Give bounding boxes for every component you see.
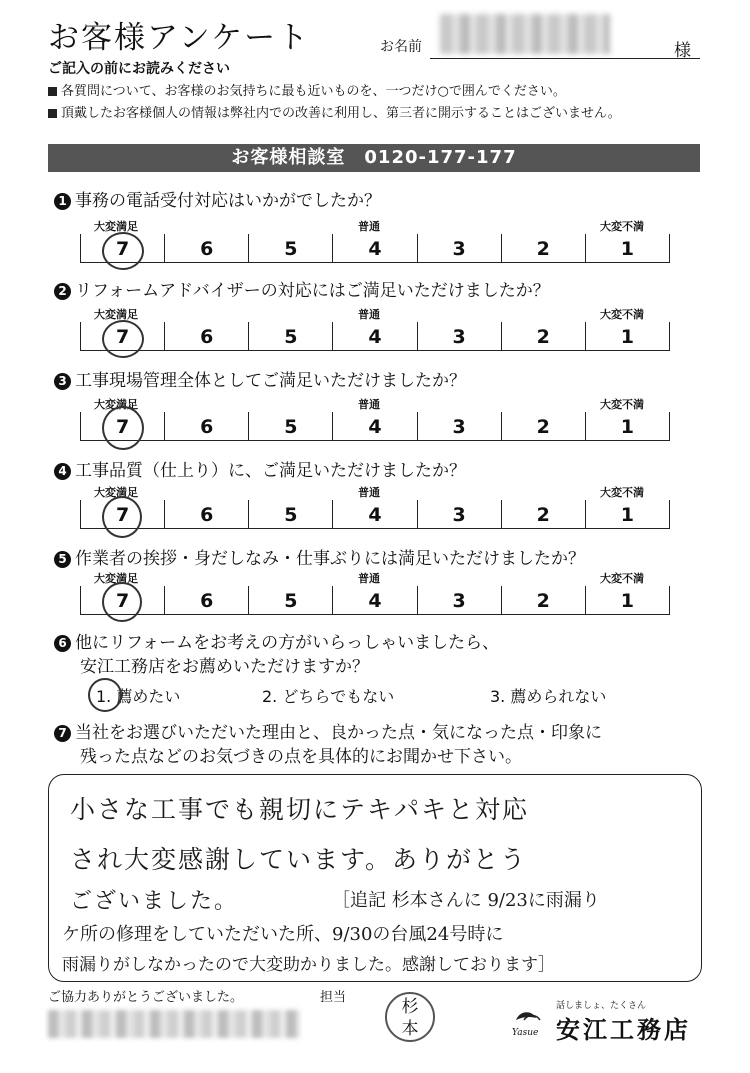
rating-option[interactable]: 4	[332, 586, 416, 614]
comment-line: ございました。	[70, 889, 239, 914]
scale-label-mid: 普通	[358, 220, 380, 233]
question-number: 5	[54, 551, 71, 568]
question-3	[54, 366, 466, 391]
honorific: 様	[674, 41, 691, 61]
rating-option[interactable]: 6	[164, 412, 248, 440]
comment-line: 小さな工事でも親切にテキパキと対応	[70, 795, 530, 824]
question-text: 他にリフォームをお考えの方がいらっしゃいましたら、	[75, 633, 500, 653]
answer-circle-mark	[102, 406, 144, 450]
question-7-line2: 残った点などのお気づきの点を具体的にお聞かせ下さい。	[80, 747, 522, 767]
question-5	[54, 544, 585, 569]
rating-option[interactable]: 2	[501, 322, 585, 350]
comment-addendum: ［追記 杉本さんに 9/23に雨漏り	[332, 890, 600, 911]
q6-option-3[interactable]: 3. 薦められない	[490, 687, 607, 706]
staff-label: 担当	[320, 990, 347, 1005]
rating-scale-5	[80, 570, 670, 614]
square-bullet-icon	[48, 87, 57, 96]
name-label: お名前	[380, 39, 422, 55]
rating-option[interactable]: 3	[417, 500, 501, 528]
rating-option[interactable]: 1	[585, 586, 670, 614]
question-text: 事務の電話受付対応はいかがでしたか？	[75, 191, 381, 211]
question-number: 2	[54, 283, 71, 300]
question-7	[54, 718, 602, 743]
staff-redacted	[48, 1010, 300, 1038]
scale-label-low: 大変不満	[600, 486, 644, 499]
question-text: 当社をお選びいただいた理由と、良かった点・気になった点・印象に	[75, 723, 602, 743]
scale-label-mid: 普通	[358, 572, 380, 585]
comment-line: され大変感謝しています。ありがとう	[70, 845, 528, 874]
answer-circle-mark	[102, 582, 142, 622]
rating-option[interactable]: 2	[501, 412, 585, 440]
scale-label-low: 大変不満	[600, 572, 644, 585]
rating-option[interactable]: 7	[80, 586, 164, 614]
name-line	[430, 58, 700, 59]
rating-scale-4	[80, 484, 670, 528]
rating-option[interactable]: 3	[417, 234, 501, 262]
rating-option[interactable]: 1	[585, 234, 670, 262]
rating-option[interactable]: 4	[332, 500, 416, 528]
question-text: リフォームアドバイザーの対応にはご満足いただけましたか？	[75, 281, 550, 301]
rating-option[interactable]: 3	[417, 412, 501, 440]
scale-label-mid: 普通	[358, 308, 380, 321]
rating-option[interactable]: 2	[501, 234, 585, 262]
rating-option[interactable]: 3	[417, 322, 501, 350]
rating-option[interactable]: 4	[332, 322, 416, 350]
scale-label-low: 大変不満	[600, 308, 644, 321]
form-title: お客様アンケート	[48, 20, 311, 56]
answer-circle-mark	[102, 496, 142, 538]
instructions-heading: ご記入の前にお読みください	[48, 61, 230, 77]
question-text: 工事品質（仕上り）に、ご満足いただけましたか？	[75, 461, 466, 481]
answer-circle-mark	[102, 320, 144, 358]
question-number: 3	[54, 373, 71, 390]
rating-option[interactable]: 1	[585, 500, 670, 528]
rating-option[interactable]: 5	[248, 586, 332, 614]
rating-option[interactable]: 6	[164, 322, 248, 350]
question-text: 工事現場管理全体としてご満足いただけましたか？	[75, 371, 466, 391]
question-number: 4	[54, 463, 71, 480]
scale-label-high: 大変満足	[94, 572, 138, 585]
rating-scale-1	[80, 218, 670, 262]
answer-circle-mark	[102, 232, 144, 270]
rating-option[interactable]: 5	[248, 500, 332, 528]
square-bullet-icon	[48, 109, 57, 118]
scale-label-high: 大変満足	[94, 220, 138, 233]
q6-option-1[interactable]: 1. 薦めたい	[96, 687, 181, 706]
rating-option[interactable]: 6	[164, 234, 248, 262]
scale-label-high: 大変満足	[94, 398, 138, 411]
question-4	[54, 456, 466, 481]
q6-option-2[interactable]: 2. どちらでもない	[262, 687, 395, 706]
rating-option[interactable]: 5	[248, 234, 332, 262]
scale-label-low: 大変不満	[600, 398, 644, 411]
thanks-text: ご協力ありがとうございました。	[48, 990, 244, 1005]
rating-option[interactable]: 7	[80, 412, 164, 440]
scale-label-high: 大変満足	[94, 308, 138, 321]
scale-label-high: 大変満足	[94, 486, 138, 499]
scale-label-mid: 普通	[358, 486, 380, 499]
company-name: 安江工務店	[556, 1016, 691, 1044]
question-number: 1	[54, 193, 71, 210]
question-2	[54, 276, 550, 301]
rating-scale-2	[80, 306, 670, 350]
answer-circle-mark	[88, 678, 122, 712]
rating-option[interactable]: 1	[585, 322, 670, 350]
question-text: 作業者の挨拶・身だしなみ・仕事ぶりには満足いただけましたか？	[75, 549, 585, 569]
question-6	[54, 628, 499, 653]
rating-option[interactable]: 4	[332, 234, 416, 262]
rating-option[interactable]: 4	[332, 412, 416, 440]
rating-option[interactable]: 7	[80, 322, 164, 350]
instruction-note: 各質問について、お客様のお気持ちに最も近いものを、一つだけ○で囲んでください。	[48, 80, 566, 99]
staff-seal-stamp: 杉 本	[385, 992, 435, 1042]
rating-option[interactable]: 5	[248, 322, 332, 350]
rating-option[interactable]: 6	[164, 586, 248, 614]
rating-option[interactable]: 6	[164, 500, 248, 528]
comment-addendum: ケ所の修理をしていただいた所、9/30の台風24号時に	[62, 924, 504, 945]
rating-scale-3	[80, 396, 670, 440]
question-6-line2: 安江工務店をお薦めいただけますか？	[80, 657, 369, 677]
question-number: 6	[54, 635, 71, 652]
rating-option[interactable]: 3	[417, 586, 501, 614]
customer-name-redacted	[440, 14, 610, 54]
support-phone-banner: お客様相談室 0120-177-177	[48, 144, 700, 172]
scale-label-mid: 普通	[358, 398, 380, 411]
rating-option[interactable]: 1	[585, 412, 670, 440]
rating-option[interactable]: 2	[501, 500, 585, 528]
scale-label-low: 大変不満	[600, 220, 644, 233]
company-tagline: 話しましょ、たくさん	[556, 1001, 647, 1011]
company-logo-script: Yasue	[512, 1028, 539, 1038]
comment-addendum: 雨漏りがしなかったので大変助かりました。感謝しております］	[62, 955, 555, 975]
question-1	[54, 186, 381, 211]
rating-option[interactable]: 5	[248, 412, 332, 440]
rating-option[interactable]: 2	[501, 586, 585, 614]
instruction-note: 頂戴したお客様個人の情報は弊社内での改善に利用し、第三者に開示することはございません。	[48, 102, 621, 121]
rating-option[interactable]: 7	[80, 500, 164, 528]
question-number: 7	[54, 725, 71, 742]
rating-option[interactable]: 7	[80, 234, 164, 262]
